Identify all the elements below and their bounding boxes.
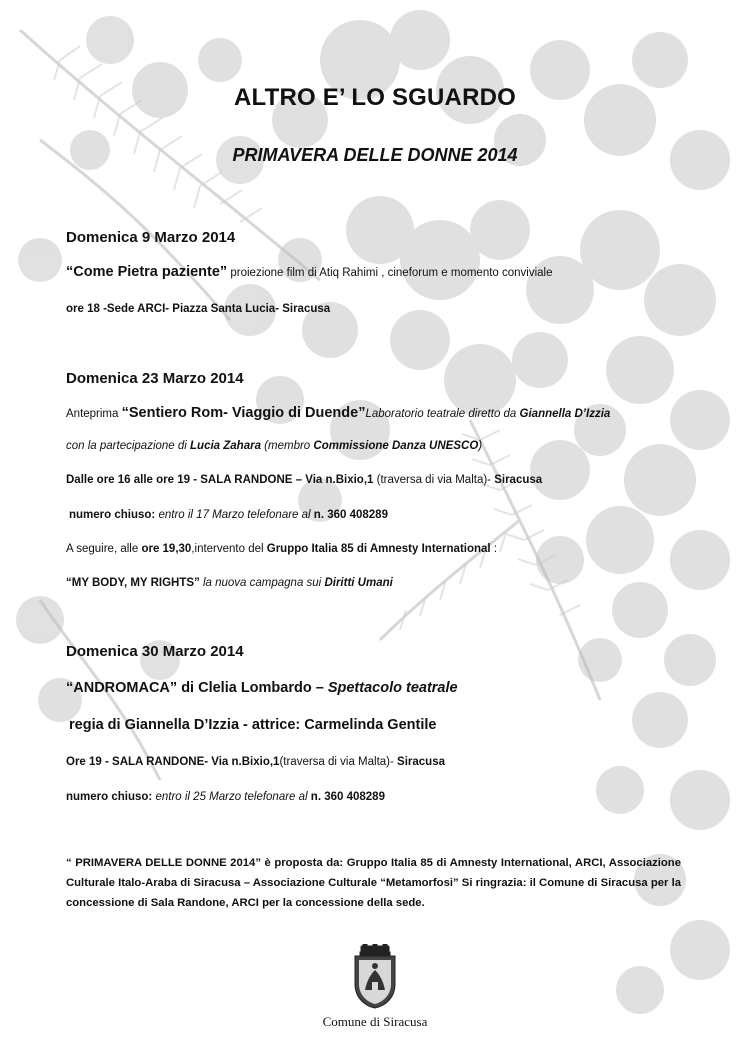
event1-film-details: proiezione film di Atiq Rahimi , cineforum e momento conviviale (227, 267, 553, 279)
event2-line5 (66, 543, 497, 555)
event2-participation-text: con la partecipazione di (66, 440, 191, 452)
event2-limited-label: numero chiuso: (69, 509, 156, 521)
event2-line4 (69, 509, 388, 521)
page-subtitle: PRIMAVERA DELLE DONNE 2014 (232, 145, 518, 165)
event2-guest: Lucia Zahara (190, 440, 261, 452)
event2-member-text: (membro (260, 440, 314, 452)
event2-show-title: “Sentiero Rom- Viaggio di Duende” (121, 405, 366, 421)
event2-line3 (66, 474, 542, 486)
event3-line3 (66, 756, 445, 768)
event3-author: di Clelia Lombardo – (177, 680, 328, 696)
event2-amnesty: Gruppo Italia 85 di Amnesty International (266, 543, 491, 555)
event3-date: Domenica 30 Marzo 2014 (66, 643, 244, 660)
event2-campaign-title: “MY BODY, MY RIGHTS” (66, 577, 200, 589)
event2-booking-text: entro il 17 Marzo telefonare al (155, 509, 314, 521)
event2-time2: ore 19,30 (141, 543, 192, 555)
event3-line4 (66, 791, 385, 803)
event2-time-venue: Dalle ore 16 alle ore 19 - SALA RANDONE – Via n.Bixio,1 (66, 474, 374, 486)
event3-limited-label: numero chiuso: (66, 791, 153, 803)
municipality-name: Comune di Siracusa (322, 1014, 428, 1029)
event3-city: Siracusa (397, 756, 445, 768)
event2-line2 (66, 440, 482, 452)
event2-lab-text: Laboratorio teatrale diretto da (365, 408, 520, 420)
event3-time-venue: Ore 19 - SALA RANDONE- Via n.Bixio,1 (66, 756, 280, 768)
event2-venue-note: (traversa di via Malta)- (373, 474, 495, 486)
event2-human-rights: Diritti Umani (324, 577, 393, 589)
event2-date: Domenica 23 Marzo 2014 (66, 370, 244, 387)
event2-label-preview: Anteprima (66, 408, 122, 420)
event2-city: Siracusa (494, 474, 543, 486)
event1-date: Domenica 9 Marzo 2014 (66, 229, 236, 246)
event3-venue-note: (traversa di via Malta)- (279, 756, 398, 768)
page-title: ALTRO E’ LO SGUARDO (233, 84, 517, 111)
event3-booking-text: entro il 25 Marzo telefonare al (152, 791, 311, 803)
event2-following-text: A seguire, alle (66, 543, 142, 555)
event3-phone: n. 360 408289 (310, 791, 385, 803)
event2-line1 (66, 405, 610, 421)
credits-footnote: “ PRIMAVERA DELLE DONNE 2014” è proposta da: Gruppo Italia 85 di Amnesty International, ARCI, Associazione Culturale Italo-Araba di Siracusa – Associazione Culturale “Metamorfosi” Si ringrazia: il Comune di Siracusa per la concessione di Sala Randone, ARCI per la concessione della sede. (66, 857, 681, 909)
coat-of-arms-icon (351, 944, 399, 1010)
event2-campaign-text: la nuova campagna sui (199, 577, 325, 589)
event2-paren: ) (478, 440, 483, 452)
event2-line6 (66, 577, 393, 589)
event1-time-place: ore 18 -Sede ARCI- Piazza Santa Lucia- Siracusa (66, 303, 331, 315)
event2-commission: Commissione Danza UNESCO (313, 440, 479, 452)
event1-description (66, 264, 553, 280)
event1-film-title: “Come Pietra paziente” (66, 264, 228, 280)
event3-show-title: “ANDROMACA” (66, 680, 178, 696)
event2-colon: : (490, 543, 498, 555)
event2-director: Giannella D’Izzia (519, 408, 611, 420)
event2-intervention-text: ,intervento del (191, 543, 267, 555)
event3-show-type: Spettacolo teatrale (327, 680, 458, 696)
event3-direction: regia di Giannella D’Izzia - attrice: Carmelinda Gentile (69, 717, 437, 733)
event2-phone: n. 360 408289 (313, 509, 388, 521)
event3-line1 (66, 680, 458, 696)
